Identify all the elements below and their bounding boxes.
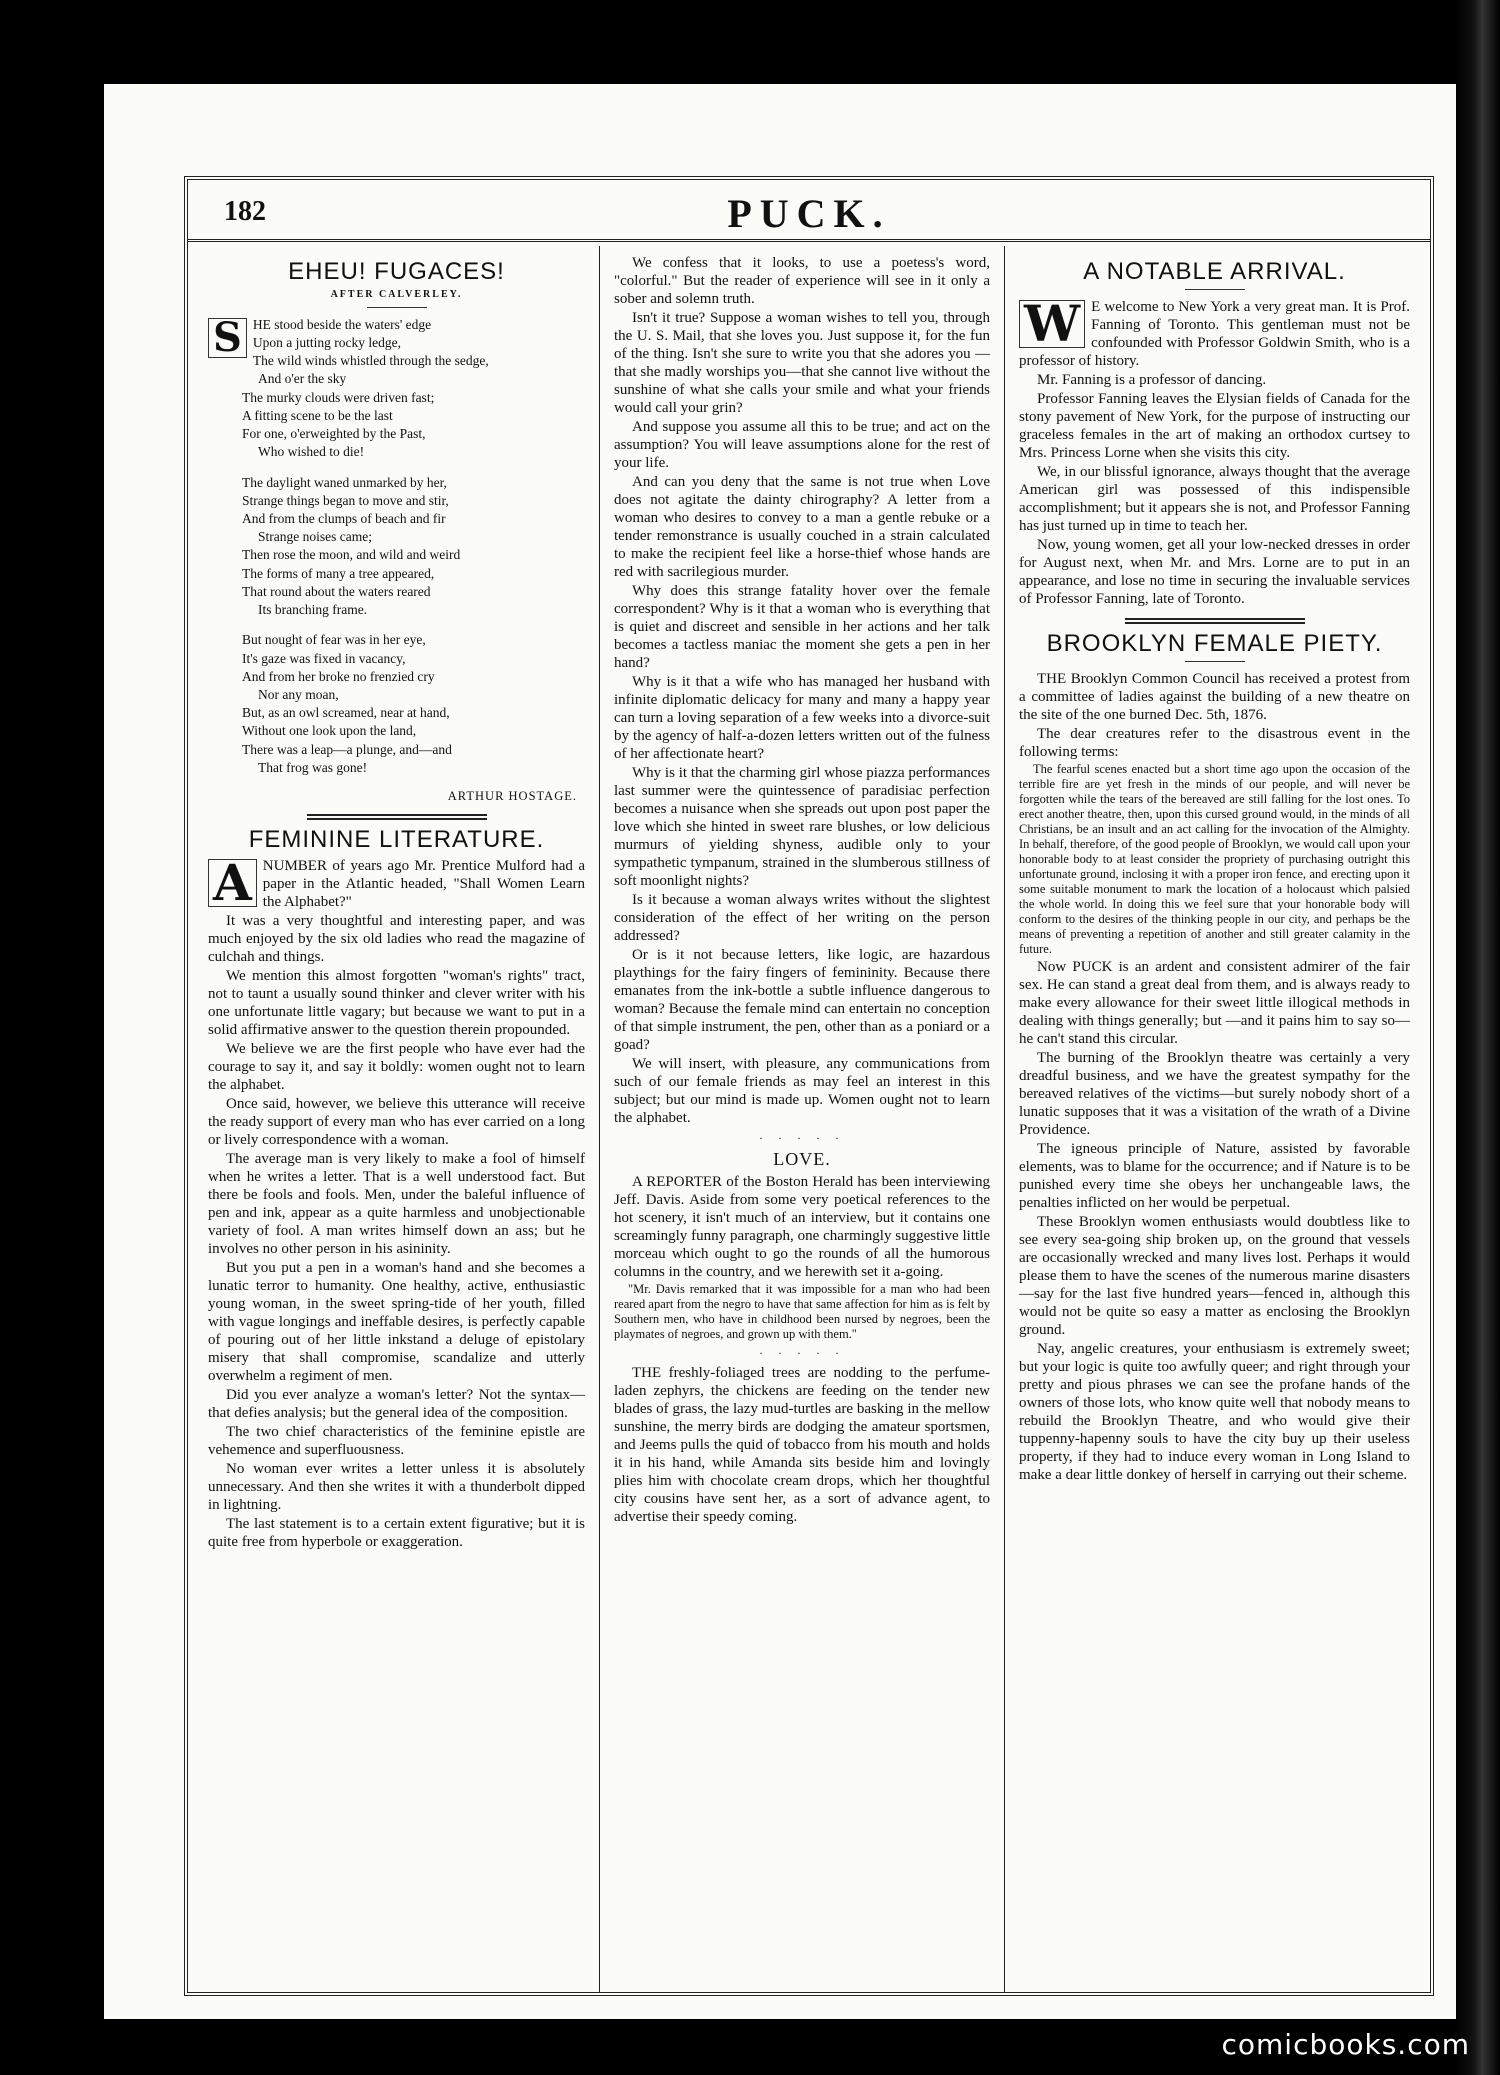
poem-body: [213, 313, 585, 777]
article-paragraph: Why is it that a wife who has managed her husband with infinite diplomatic delicacy for many and many a happy year can turn a loving separation of a few weeks into a divorce-suit by the agency of half-a-dozen letters written out of the fulness of her affectionate heart?: [614, 674, 990, 762]
poem-line: The murky clouds were driven fast;: [242, 389, 435, 405]
love-paragraph: A REPORTER of the Boston Herald has been interviewing Jeff. Davis. Aside from some very poetical references to the hot scenery, it isn't much of an interview, but it contains one screamingly funny paragraph, one charmingly suggestive little morceau which ought to go the rounds of all the humorous columns in the country, and we herewith set it a-going.: [614, 1173, 990, 1280]
article-paragraph: The two chief characteristics of the feminine epistle are vehemence and superfluousness.: [208, 1423, 585, 1458]
piety-quote: The fearful scenes enacted but a short time ago upon the occasion of the terrible fire are yet fresh in the minds of our people, and will never be forgotten while the tears of the bereaved are still falling for the lost ones. To erect another theatre, then, upon this cursed ground would, in the minds of all Christians, be an insult and an act calling for the invocation of the Almighty. In behalf, therefore, of the good people of Brooklyn, we would call upon your honorable body to at least consider the propriety of purchasing outright this unfortunate ground, inclosing it with a proper iron fence, and erecting upon it some suitable monument to mark the location of a holocaust which palsied the whole world. In doing this we feel sure that your honorable body will conform to the desires of the thinking people in our city, and perhaps be the means of preventing a repetition of another and still greater calamity in the future.: [1019, 761, 1410, 956]
poem-line: Strange things began to move and stir,: [242, 492, 449, 508]
article-paragraph: We will insert, with pleasure, any communications from such of our female friends as may feel an interest in this subject; but our mind is made up. Women ought not to learn the alphabet.: [614, 1056, 990, 1126]
poem-line: It's gaze was fixed in vacancy,: [242, 650, 406, 666]
poem-line: The forms of many a tree appeared,: [242, 565, 435, 581]
arrival-paragraph: Mr. Fanning is a professor of dancing.: [1037, 371, 1267, 388]
poem-line: Strange noises came;: [258, 529, 372, 545]
poem-line: HE stood beside the waters' edge: [252, 316, 432, 332]
article-paragraph: We believe we are the first people who have ever had the courage to say it, and say it boldly: women ought not to learn the alphabet.: [208, 1040, 585, 1093]
poem-line: But nought of fear was in her eye,: [242, 632, 426, 648]
poem-line: And o'er the sky: [258, 371, 347, 387]
poem-title: EHEU! FUGACES!: [288, 258, 505, 285]
article-paragraph: But you put a pen in a woman's hand and she becomes a lunatic terror to humanity. One healthy, active, enthusiastic young woman, in the sweet spring-tide of her youth, filled with vague longings and ineffable desires, is perfectly capable of pouring out of her little inkstand a deluge of epistolary misery that shall compromise, scandalize and utterly overwhelm a regiment of men.: [208, 1259, 585, 1384]
divider: · · · · ·: [759, 1131, 845, 1145]
poem-line: The daylight waned unmarked by her,: [242, 474, 447, 490]
page-header: [188, 180, 1430, 242]
piety-paragraph: The burning of the Brooklyn theatre was certainly a very dreadful business, and we have the greatest sympathy for the bereaved relatives of the victims—but surely nobody short of a lunatic supposes that it was a visitation of the wrath of a Divine Providence.: [1019, 1049, 1410, 1138]
divider: [367, 307, 427, 308]
poem-byline: AFTER CALVERLEY.: [330, 288, 463, 300]
poem-line: For one, o'erweighted by the Past,: [242, 426, 426, 442]
page-number: 182: [224, 196, 266, 227]
article-paragraph: And can you deny that the same is not true when Love does not agitate the dainty chirography? A letter from a woman who desires to convey to a man a gentle rebuke or a tender remonstrance is usually couched in a strain calculated to make the recipient feel like a horse-thief whose hands are red with sacrilegious murder.: [614, 474, 990, 580]
column-3: [1004, 246, 1424, 1992]
article-paragraph: It was a very thoughtful and interesting paper, and was much enjoyed by the six old ladies who read the magazine of culchah and things.: [208, 912, 585, 965]
masthead: PUCK.: [727, 191, 891, 236]
poem-line: Then rose the moon, and wild and weird: [242, 547, 461, 563]
column-2: [599, 246, 1004, 1992]
article-paragraph: Is it because a woman always writes without the slightest consideration of the effect of her writing on the person addressed?: [614, 892, 990, 944]
arrival-paragraph: We, in our blissful ignorance, always thought that the average American girl was possessed of this indispensible accomplishment; but it appears she is not, and Professor Fanning has just turned up in time to teach her.: [1019, 463, 1410, 534]
poem-stanza: [242, 316, 585, 462]
article-paragraph: Isn't it true? Suppose a woman wishes to tell you, through the U. S. Mail, that she loves you. Just suppose it, for the fun of the thing. Isn't she sure to write you that she adores you —that she madly worships you—that she cannot live without the sunshine of what she calls your smile and what your friends would call your grin?: [614, 310, 990, 416]
site-watermark: comicbooks.com: [1221, 2028, 1470, 2061]
piety-paragraph: Nay, angelic creatures, your enthusiasm is extremely sweet; but your logic is quite too awfully queer; and right through your pretty and pious phrases we can see the profane hands of the owners of those lots, who know quite well that nobody means to rebuild the Brooklyn Theatre, and who would give their tuppenny-hapenny souls to have the city buy up their useless property, if they had to induce every woman in Long Island to make a dear little donkey of herself in carrying out their scheme.: [1019, 1340, 1410, 1483]
poem-line: Who wished to die!: [258, 444, 365, 460]
poem-line: Upon a jutting rocky ledge,: [252, 335, 401, 351]
poem-stanza: [242, 474, 585, 620]
poem-line: The wild winds whistled through the sedge,: [252, 353, 489, 369]
love-quote-block: [614, 1282, 990, 1342]
poem-line: But, as an owl screamed, near at hand,: [242, 705, 450, 721]
poem-stanza: [242, 631, 585, 777]
poem-line: There was a leap—a plunge, and—and: [242, 741, 452, 757]
article-paragraph: We confess that it looks, to use a poetess's word, "colorful." But the reader of experience will see in it only a sober and solemn truth.: [614, 255, 990, 307]
love-quote: "Mr. Davis remarked that it was impossible for a man who had been reared apart from the negro to have that same affection for him as is felt by Southern men, who have in childhood been nursed by negroes, been the playmates of negroes, and grown up with them.": [614, 1281, 990, 1341]
article-paragraph: Why does this strange fatality hover over the female correspondent? Why is it that a woman who is everything that is quiet and discreet and sensible in her actions and her talk becomes a tactless maniac the moment she gets a pen in her hand?: [614, 583, 990, 671]
piety-paragraph: Now PUCK is an ardent and consistent admirer of the fair sex. He can stand a great deal from them, and is always ready to make every allowance for their sweet little illogical methods in dealing with things generally; but —and it pains him to say so—he can't stand this circular.: [1019, 958, 1410, 1047]
article-paragraph: The average man is very likely to make a fool of himself when he writes a letter. That is a well understood fact. But there be fools and fools. Men, under the baleful influence of pen and ink, appear as a quite harmless and unobjectionable variety of fool. A man writes himself down an ass; but he involves no other person in his asininity.: [208, 1150, 585, 1257]
column-1: [194, 246, 599, 1992]
arrival-dropcap: W: [1019, 300, 1085, 348]
poem-line: And from the clumps of beach and fir: [242, 510, 446, 526]
piety-paragraph: The dear creatures refer to the disastrous event in the following terms:: [1019, 725, 1410, 760]
piety-paragraph: These Brooklyn women enthusiasts would doubtless like to see every sea-going ship broken up, on the ground that vessels are occasionally wrecked and many lives lost. Perhaps it would please them to have the scenes of the numerous marine disasters—say for the last five hundred years—fenced in, although this would not be quite so easy a matter as enclosing the Brooklyn ground.: [1019, 1213, 1410, 1338]
article-paragraph: Or is it not because letters, like logic, are hazardous playthings for the fairy fingers of femininity. Because there emanates from the ink-bottle a subtle influence dangerous to woman? Because the female mind can entertain no conception of that simple instrument, the pen, other than as a poniard or a goad?: [614, 947, 990, 1053]
columns: [188, 246, 1430, 1992]
divider: [1185, 289, 1245, 290]
article-dropcap: A: [208, 859, 257, 907]
divider: [1125, 618, 1305, 624]
poem-signature: ARTHUR HOSTAGE.: [447, 789, 577, 804]
article-title: FEMININE LITERATURE.: [248, 826, 545, 854]
poem-line: And from her broke no frenzied cry: [242, 668, 435, 684]
arrival-title: A NOTABLE ARRIVAL.: [1083, 258, 1346, 285]
article-paragraph: Once said, however, we believe this utterance will receive the ready support of every man who has ever carried on a long or lively correspondence with a woman.: [208, 1095, 585, 1148]
poem-dropcap: S: [208, 318, 247, 358]
article-paragraph: No woman ever writes a letter unless it is absolutely unnecessary. And then she writes it with a thunderbolt dipped in lightning.: [208, 1460, 585, 1513]
piety-title: BROOKLYN FEMALE PIETY.: [1046, 629, 1383, 657]
article-paragraph: We mention this almost forgotten "woman's rights" tract, not to taunt a usually sound thinker and clever writer with his one unfortunate little vagary; but because we want to put in a solid affirmative answer to the question therein propounded.: [208, 967, 585, 1038]
piety-paragraph: The igneous principle of Nature, assisted by favorable elements, was to blame for the occurrence; and if Nature is to be punished every time she obeys her unchangeable laws, the penalties inflicted on her would be perpetual.: [1019, 1140, 1410, 1211]
page-frame: [184, 176, 1434, 1996]
poem-line: That round about the waters reared: [242, 583, 431, 599]
piety-quote-block: [1019, 762, 1410, 957]
poem-line: That frog was gone!: [258, 759, 368, 775]
love-title: LOVE.: [773, 1149, 831, 1170]
arrival-paragraph: E welcome to New York a very great man. It is Prof. Fanning of Toronto. This gentleman must not be confounded with Professor Goldwin Smith, who is a professor of history.: [1019, 298, 1410, 369]
divider: · · · · ·: [759, 1345, 845, 1360]
book-binding-edge: [1456, 0, 1500, 2075]
spring-paragraph: THE freshly-foliaged trees are nodding to the perfume-laden zephyrs, the chickens are feeding on the tender new blades of grass, the lazy mud-turtles are basking in the mellow sunshine, the merry birds are dodging the amateur sportsmen, and Jeems pulls the quid of tobacco from his mouth and holds it in his hand, while Amanda sits beside him and lovingly plies him with chocolate cream drops, which her thoughtful city cousins have sent her, as a sort of advance agent, to advertise their speedy coming.: [614, 1365, 990, 1526]
poem-line: Nor any moan,: [258, 686, 339, 702]
poem-line: Its branching frame.: [258, 602, 368, 618]
article-paragraph: The last statement is to a certain extent figurative; but it is quite free from hyperbole or exaggeration.: [208, 1515, 585, 1550]
divider: [307, 814, 487, 820]
poem-line: A fitting scene to be the last: [242, 407, 393, 423]
piety-paragraph: THE Brooklyn Common Council has received a protest from a committee of ladies against the building of a new theatre on the site of the one burned Dec. 5th, 1876.: [1019, 670, 1410, 723]
article-paragraph: Did you ever analyze a woman's letter? Not the syntax—that defies analysis; but the general idea of the composition.: [208, 1386, 585, 1421]
divider: [1185, 661, 1245, 662]
arrival-paragraph: Professor Fanning leaves the Elysian fields of Canada for the stony pavement of New York, for the purpose of instructing our graceless females in the art of making an orthodox curtsey to Mrs. Princess Lorne when she visits this city.: [1019, 390, 1410, 461]
page-paper: [104, 84, 1456, 2019]
arrival-paragraph: Now, young women, get all your low-necked dresses in order for August next, when Mr. and Mrs. Lorne are to put in an appearance, and lose no time in securing the invaluable services of Professor Fanning, late of Toronto.: [1019, 536, 1410, 607]
article-paragraph: And suppose you assume all this to be true; and act on the assumption? You will leave assumptions alone for the rest of your life.: [614, 419, 990, 471]
poem-line: Without one look upon the land,: [242, 723, 417, 739]
article-paragraph: Why is it that the charming girl whose piazza performances last summer were the quintessence of paradisiac perfection becomes a nuisance when she spreads out upon post paper the love which she hinted in sweet rare blushes, or low delicious murmurs of yielding shyness, audible only to your sympathetic tympanum, strained in the slumberous stillness of soft moonlight nights?: [614, 765, 990, 889]
article-paragraph: NUMBER of years ago Mr. Prentice Mulford had a paper in the Atlantic headed, "Shall Women Learn the Alphabet?": [262, 857, 585, 910]
